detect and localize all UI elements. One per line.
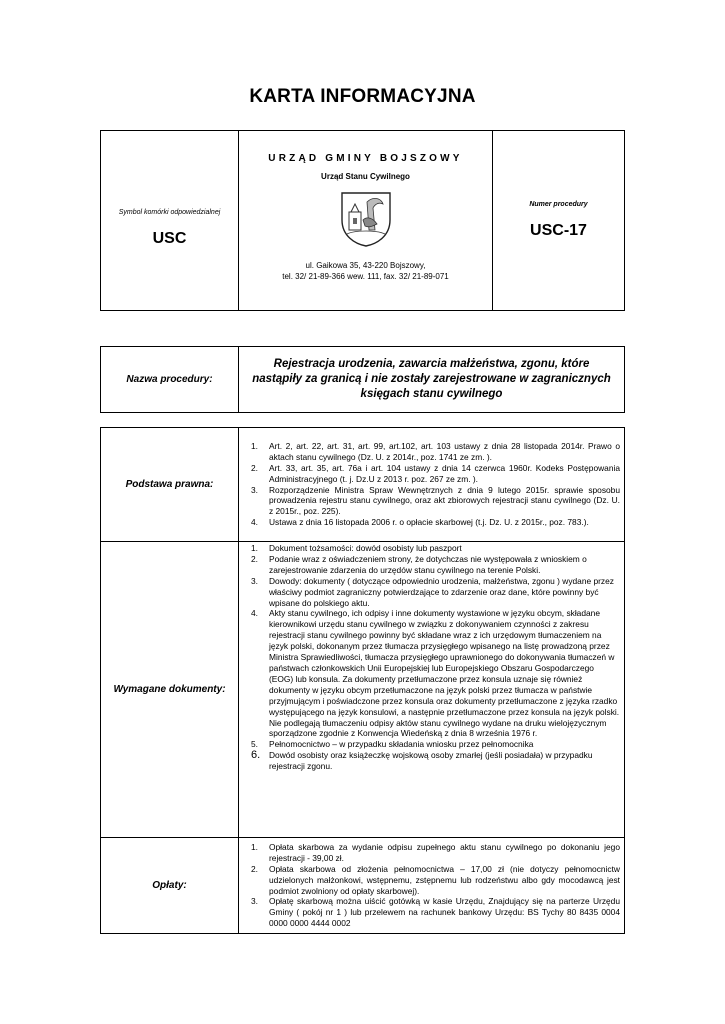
list-item: 3. Opłatę skarbową można uiścić gotówką w kasie Urzędu, Znajdujący się na parterze Urzędu Gminy ( pokój nr 1 ) lub przelewem na rachunek bankowy Urzędu: BS Tychy 80 8435 0004 0000 0000 4444 0002	[251, 896, 620, 929]
legal-basis-label: Podstawa prawna:	[101, 428, 239, 542]
legal-basis-cell	[239, 428, 625, 542]
legal-basis-list	[245, 441, 620, 528]
office-name: URZĄD GMINY BOJSZOWY	[268, 153, 463, 164]
list-item: 2. Art. 33, art. 35, art. 76a i art. 104 ustawy z dnia 14 czerwca 1960r. Kodeks Postępowania Administracyjnego (t. j. Dz.U z 2013 r. poz. 267 ze zm. ).	[251, 462, 620, 484]
documents-label: Wymagane dokumenty:	[101, 542, 239, 838]
procedure-number-cell	[493, 131, 625, 311]
list-item: 4. Ustawa z dnia 16 listopada 2006 r. o opłacie skarbowej (t.j. Dz. U. z 2015r., poz. 783.).	[251, 517, 589, 528]
procedure-name-table	[100, 346, 625, 413]
symbol-label: Symbol komórki odpowiedzialnej	[118, 209, 221, 216]
office-cell	[239, 131, 493, 311]
office-unit: Urząd Stanu Cywilnego	[321, 172, 410, 181]
fees-list	[245, 842, 620, 929]
symbol-cell	[101, 131, 239, 311]
list-item: 3. Rozporządzenie Ministra Spraw Wewnętrznych z dnia 9 lutego 2015r. sprawie sposobu prowadzenia rejestru stanu cywilnego, oraz akt zbiorowych rejestracji stanu cywilnego (Dz. U. z 2015r., poz. 225).	[251, 484, 620, 517]
fees-label: Opłaty:	[101, 838, 239, 934]
list-item: 6. Dowód osobisty oraz książeczkę wojskową osoby zmarłej (jeśli posiadała) w przypadku rejestracji zgonu.	[251, 749, 593, 772]
list-item: 1. Opłata skarbowa za wydanie odpisu zupełnego aktu stanu cywilnego po dokonaniu jego rejestracji - 39,00 zł.	[251, 841, 620, 863]
symbol-value: USC	[152, 230, 187, 247]
list-item: 2. Opłata skarbowa od złożenia pełnomocnictwa – 17,00 zł (nie dotyczy pełnomocnictw udzielonych małżonkowi, wstępnemu, zstępnemu lub rodzeństwu albo gdy mocodawcą jest podmiot zwolniony od opłaty skarbowej).	[251, 863, 620, 896]
list-item: 5. Pełnomocnictwo – w przypadku składania wniosku przez pełnomocnika	[251, 739, 534, 750]
coat-of-arms-icon	[339, 190, 393, 248]
list-item: 2. Podanie wraz z oświadczeniem strony, że dotychczas nie występowała z wnioskiem o zarejestrowanie zdarzenia do urzędów stanu cywilnego na terenie Polski.	[251, 553, 587, 575]
page-title: KARTA INFORMACYJNA	[249, 86, 476, 107]
procedure-name: Rejestracja urodzenia, zawarcia małżeństwa, zgonu, które nastąpiły za granicą i nie zostały zarejestrowane w zagranicznych księgach stanu cywilnego	[239, 347, 625, 413]
procedure-number-label: Numer procedury	[529, 201, 588, 208]
procedure-name-label: Nazwa procedury:	[101, 347, 239, 413]
header-table	[100, 130, 625, 311]
address-line-2: tel. 32/ 21-89-366 wew. 111, fax. 32/ 21-89-071	[282, 272, 449, 281]
list-item: 4. Akty stanu cywilnego, ich odpisy i inne dokumenty wystawione w języku obcym, składane kierownikowi urzędu stanu cywilnego w związku z dokonywaniem czynności z zakresu rejestracji stanu cywilnego powinny być składane wraz z ich urzędowym tłumaczeniem na język polski, dokonanym przez tłumacza przysięgłego wpisanego na listę prowadzoną przez Ministra Sprawiedliwości, tłumacza przysięgłego uprawnionego do dokonywania tłumaczeń w państwach członkowskich Unii Europejskiej lub Europejskiego Obszaru Gospodarczego (EOG) lub konsula. Za dokumenty przetłumaczone przez konsula uznaje się również dokumenty w języku obcym przetłumaczone na język polski przez tłumacza w państwie przyjmującym i poświadczone przez konsula oraz dokumenty przetłumaczone z języka rzadko występującego na język konsulowi, a następnie przetłumaczone przez konsula na język polski. Nie podlegają tłumaczeniu odpisy aktów stanu cywilnego wydane na druku wielojęzycznym sporządzone zgodnie z Konwencja Wiedeńską z dnia 8 września 1976 r.	[251, 608, 620, 739]
list-item: 1. Dokument tożsamości: dowód osobisty lub paszport	[251, 543, 462, 553]
fees-cell	[239, 838, 625, 934]
documents-cell	[239, 542, 625, 838]
list-item: 3. Dowody: dokumenty ( dotyczące odpowiednio urodzenia, małżeństwa, zgonu ) wydane przez właściwy podmiot zagraniczny potwierdzające to zdarzenie oraz dane, które powinny być wpisane do polskiego aktu.	[251, 575, 614, 608]
list-item: 1. Art. 2, art. 22, art. 31, art. 99, art.102, art. 103 ustawy z dnia 28 listopada 2014r. Prawo o aktach stanu cywilnego (Dz. U. z 2014r., poz. 1741 ze zm. ).	[251, 440, 620, 462]
details-table	[100, 427, 625, 934]
address-line-1: ul. Gaikowa 35, 43-220 Bojszowy,	[305, 261, 426, 270]
procedure-number-value: USC-17	[530, 222, 587, 239]
documents-list	[245, 543, 620, 772]
